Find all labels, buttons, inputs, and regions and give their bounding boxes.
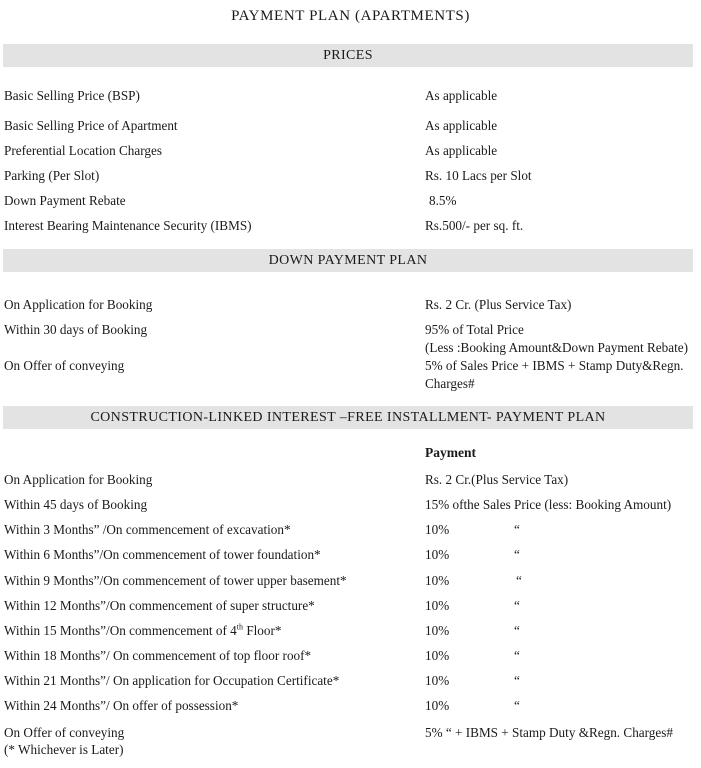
- down-payment-label: Within 30 days of Booking: [4, 322, 148, 337]
- price-label: Preferential Location Charges: [4, 143, 162, 158]
- ditto-mark: “: [514, 648, 520, 663]
- clp-section-header: CONSTRUCTION-LINKED INTEREST –FREE INSTALLMENT- PAYMENT PLAN: [3, 406, 693, 429]
- ditto-mark: “: [514, 598, 520, 613]
- installment-label: Within 45 days of Booking: [4, 497, 148, 512]
- page-title: PAYMENT PLAN (APARTMENTS): [231, 8, 470, 24]
- ordinal-suffix: th: [236, 622, 244, 632]
- installment-label: Within 6 Months”/On commencement of tower foundation*: [4, 547, 321, 562]
- payment-column-header: Payment: [425, 445, 476, 460]
- ditto-mark: “: [514, 623, 520, 638]
- price-value: As applicable: [425, 143, 498, 158]
- down-payment-value: Rs. 2 Cr. (Plus Service Tax): [425, 297, 572, 312]
- installment-value: 10%: [425, 598, 450, 613]
- installment-label: Within 9 Months”/On commencement of tower upper basement*: [4, 573, 347, 588]
- ditto-mark: “: [514, 698, 520, 713]
- installment-value: 10%: [425, 547, 450, 562]
- price-value: Rs.500/- per sq. ft.: [425, 218, 524, 233]
- installment-value: 10%: [425, 573, 450, 588]
- installment-value: 10%: [425, 648, 450, 663]
- price-value: 8.5%: [429, 193, 457, 208]
- price-label: Basic Selling Price (BSP): [4, 88, 140, 103]
- installment-value: 10%: [425, 522, 450, 537]
- ditto-mark: “: [514, 522, 520, 537]
- footnote-text: (* Whichever is Later): [4, 742, 124, 757]
- price-value: As applicable: [425, 118, 498, 133]
- ditto-mark: “: [516, 573, 522, 588]
- installment-value: 10%: [425, 623, 450, 638]
- down-payment-value: 5% of Sales Price + IBMS + Stamp Duty&Regn.: [425, 358, 684, 373]
- down-payment-label: On Application for Booking: [4, 297, 153, 312]
- installment-label: On Application for Booking: [4, 472, 153, 487]
- ditto-mark: “: [514, 547, 520, 562]
- installment-label-text: Within 15 Months”/On commencement of 4: [4, 623, 237, 638]
- installment-value: 10%: [425, 698, 450, 713]
- installment-label: [4, 622, 281, 639]
- installment-label: Within 21 Months”/ On application for Occupation Certificate*: [4, 673, 340, 688]
- down-payment-value-note: Charges#: [425, 376, 475, 391]
- installment-value: Rs. 2 Cr.(Plus Service Tax): [425, 472, 569, 487]
- installment-label: Within 24 Months”/ On offer of possession*: [4, 698, 239, 713]
- installment-value: 15% ofthe Sales Price (less: Booking Amount): [425, 497, 672, 512]
- installment-label: Within 18 Months”/ On commencement of top floor roof*: [4, 648, 312, 663]
- price-label: Down Payment Rebate: [4, 193, 126, 208]
- price-label: Basic Selling Price of Apartment: [4, 118, 178, 133]
- installment-value: 10%: [425, 673, 450, 688]
- down-payment-section-header: DOWN PAYMENT PLAN: [3, 249, 693, 272]
- price-label: Parking (Per Slot): [4, 168, 100, 183]
- ditto-mark: “: [514, 673, 520, 688]
- price-value: As applicable: [425, 88, 498, 103]
- installment-label: Within 3 Months” /On commencement of excavation*: [4, 522, 291, 537]
- installment-label: Within 12 Months”/On commencement of super structure*: [4, 598, 315, 613]
- down-payment-value-note: (Less :Booking Amount&Down Payment Rebate): [425, 340, 688, 355]
- installment-label-text: Floor*: [243, 623, 282, 638]
- installment-value: 5% “ + IBMS + Stamp Duty &Regn. Charges#: [425, 725, 673, 740]
- down-payment-label: On Offer of conveying: [4, 358, 125, 373]
- down-payment-value: 95% of Total Price: [425, 322, 524, 337]
- prices-section-header: PRICES: [3, 44, 693, 67]
- price-value: Rs. 10 Lacs per Slot: [425, 168, 532, 183]
- installment-label: On Offer of conveying: [4, 725, 125, 740]
- price-label: Interest Bearing Maintenance Security (IBMS): [4, 218, 252, 233]
